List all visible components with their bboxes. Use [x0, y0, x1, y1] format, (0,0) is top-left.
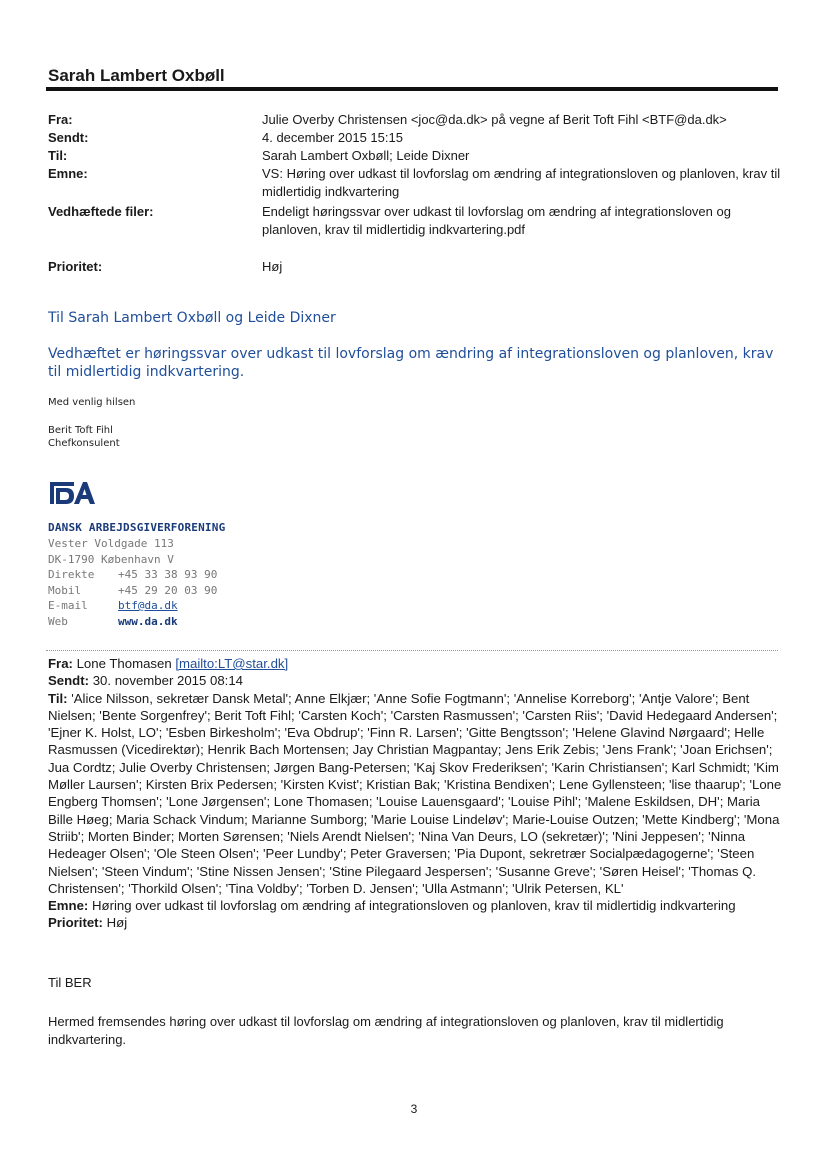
message-body: Vedhæftet er høringssvar over udkast til lovforslag om ændring af integrationsloven og planloven, krav til midlertidig indkvartering.	[48, 346, 774, 380]
org-name: DANSK ARBEJDSGIVERFORENING	[48, 521, 226, 534]
header-to-row	[48, 147, 788, 165]
header-sent-row	[48, 129, 788, 147]
fwd-from-value: Lone Thomasen	[76, 656, 172, 671]
email-label: E-mail	[48, 599, 88, 612]
email-link[interactable]: btf@da.dk	[118, 599, 178, 612]
header-sent-label: Sendt:	[48, 130, 89, 145]
forwarded-message-header	[48, 655, 788, 932]
web-link[interactable]: www.da.dk	[118, 614, 178, 628]
header-from-value: Julie Overby Christensen <joc@da.dk> på vegne af Berit Toft Fihl <BTF@da.dk>	[262, 112, 727, 127]
fwd-sent-value: 30. november 2015 08:14	[92, 673, 244, 689]
direct-phone-label: Direkte	[48, 568, 95, 581]
fwd-sent-label: Sendt:	[48, 673, 90, 689]
email-row	[48, 598, 178, 614]
forward-divider	[46, 650, 778, 651]
header-to-label: Til:	[48, 148, 68, 163]
da-logo-icon	[48, 478, 96, 508]
web-row	[48, 614, 178, 630]
page-number: 3	[410, 1102, 418, 1116]
fwd-to-row	[48, 690, 788, 898]
fwd-to-label: Til:	[48, 690, 68, 706]
mobile-phone-label: Mobil	[48, 583, 82, 597]
fwd-to-value: 'Alice Nilsson, sekretær Dansk Metal'; Anne Elkjær; 'Anne Sofie Fogtmann'; 'Annelise Korreborg'; 'Antje Valore'; Bent Nielsen; 'Bente Sorgenfrey'; Berit Toft Fihl; 'Carsten Koch'; 'Carsten Rasmussen'; 'Carsten Riis'; 'David Hedegaard Andersen'; 'Ejner K. Holst, LO'; 'Esben Birkesholm'; 'Eva Obdrup'; 'Finn R. Larsen'; 'Gitte Bengtsson'; 'Helene Glavind Nørgaard'; Helle Rasmussen (Vicedirektør); Henrik Bach Mortensen; Jay Christian Magpantay; Jens Erik Zebis; 'Jens Frank'; 'Joan Erichsen'; Jua Cordtz; Julie Overby Christensen; Jørgen Bang-Petersen; 'Kaj Skov Frederiksen'; 'Karin Christiansen'; Karl Schmidt; 'Kim Møller Laursen'; Kirsten Brix Pedersen; 'Kirsten Kvist'; Kristian Bak; 'Kristina Bendixen'; Lene Gyllensteen; 'lise thaarup'; 'Lone Engberg Thomsen'; 'Lone Jørgensen'; Lone Thomasen; 'Louise Lauensgaard'; 'Louise Pihl'; 'Malene Eskildsen, DH'; Maria Bille Høeg; Maria Schack Vindum; Marianne Sumborg; 'Marie Louise Lindeløv'; Marie-Louise Outzen; 'Mette Kindberg'; 'Mona Striib'; Morten Binder; Morten Sørensen; 'Niels Arendt Nielsen'; 'Nina Van Deurs, LO (sekretær)'; 'Nini Jeppesen'; 'Ninna Hedeager Olsen'; 'Ole Steen Olsen'; 'Peer Lundby'; Peter Graversen; 'Pia Dupont, sekretrær Socialpædagogerne'; 'Steen Nielsen'; 'Steen Vindum'; 'Stine Nissen Jensen'; 'Stine Pilegaard Jespersen'; 'Susanne Greve'; 'Søren Heisel'; 'Thomas Q. Christensen'; 'Thorkild Olsen'; 'Tina Voldby'; 'Torben D. Jensen'; 'Ulla Astmann'; 'Ulrik Petersen, KL'	[48, 690, 782, 896]
header-subject-value: VS: Høring over udkast til lovforslag om ændring af integrationsloven og planloven, krav til midlertidig indkvartering	[262, 166, 781, 199]
fwd-subject-row	[48, 897, 788, 914]
web-label: Web	[48, 614, 68, 628]
message-greeting: Til Sarah Lambert Oxbøll og Leide Dixner	[48, 310, 336, 326]
closing-text: Hermed fremsendes høring over udkast til lovforslag om ændring af integrationsloven og planloven, krav til midlertidig indkvartering.	[48, 1014, 724, 1047]
header-subject-row	[48, 165, 788, 201]
message-regards: Med venlig hilsen	[48, 397, 136, 408]
fwd-mailto-link[interactable]: [mailto:LT@star.dk]	[175, 656, 289, 671]
fwd-priority-label: Prioritet:	[48, 915, 103, 931]
fwd-subject-label: Emne:	[48, 898, 89, 914]
header-priority-label: Prioritet:	[48, 259, 103, 274]
signer-title: Chefkonsulent	[48, 438, 120, 449]
header-attachments-row	[48, 203, 788, 239]
direct-phone-value: +45 33 38 93 90	[118, 568, 218, 581]
header-divider	[46, 87, 778, 91]
mobile-phone-value: +45 29 20 03 90	[118, 583, 218, 597]
direct-phone-row	[48, 567, 217, 583]
fwd-from-label: Fra:	[48, 656, 73, 671]
attachment-link[interactable]: Endeligt høringssvar over udkast til lovforslag om ændring af integrationsloven og planloven, krav til midlertidig indkvartering.pdf	[262, 204, 731, 237]
header-priority-row	[48, 258, 788, 276]
sender-name: Sarah Lambert Oxbøll	[48, 66, 225, 85]
header-subject-label: Emne:	[48, 166, 88, 181]
header-attachments-label: Vedhæftede filer:	[48, 204, 154, 219]
address-line-2: DK-1790 København V	[48, 552, 174, 566]
fwd-from-row	[48, 655, 788, 672]
fwd-subject-value: Høring over udkast til lovforslag om ændring af integrationsloven og planloven, krav til midlertidig indkvartering	[91, 898, 736, 914]
fwd-priority-row	[48, 914, 788, 931]
address-line-1: Vester Voldgade 113	[48, 537, 174, 550]
mobile-phone-row	[48, 583, 217, 599]
header-from-row	[48, 111, 788, 129]
header-sent-value: 4. december 2015 15:15	[262, 130, 403, 145]
signer-name: Berit Toft Fihl	[48, 425, 113, 436]
closing-salutation: Til BER	[48, 975, 92, 990]
fwd-priority-value: Høj	[106, 915, 128, 931]
header-to-value: Sarah Lambert Oxbøll; Leide Dixner	[262, 148, 470, 163]
fwd-sent-row	[48, 672, 788, 689]
header-priority-value: Høj	[262, 259, 283, 274]
header-from-label: Fra:	[48, 112, 73, 127]
